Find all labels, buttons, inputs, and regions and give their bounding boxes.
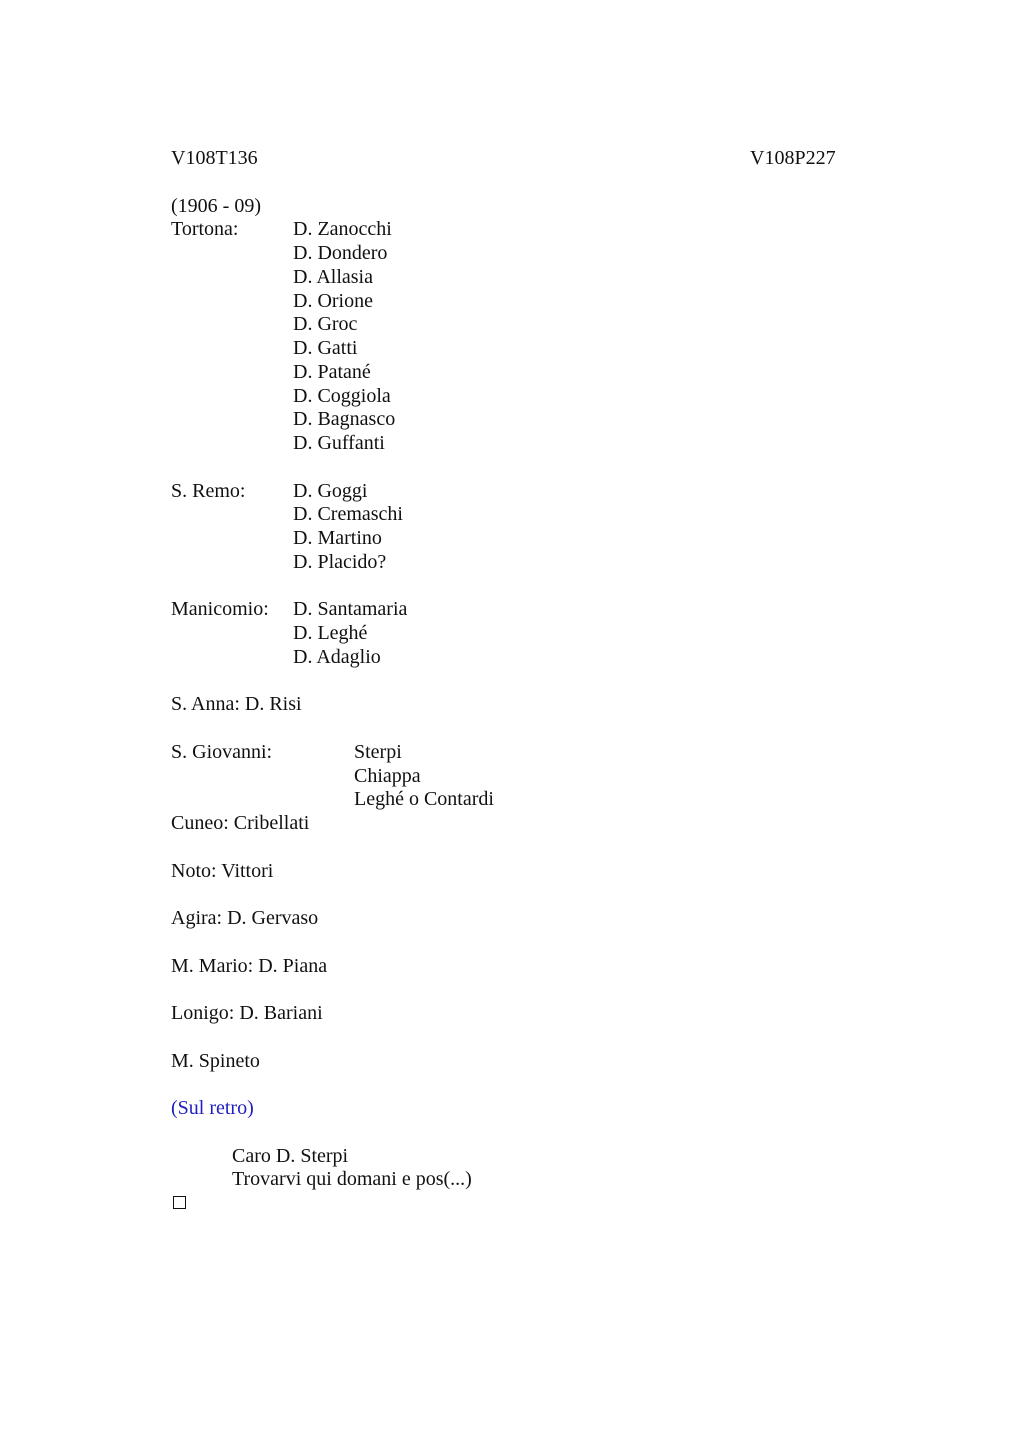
noto-entry: Noto: Vittori — [171, 860, 274, 882]
date-range: (1906 - 09) — [171, 195, 261, 217]
manicomio-label: Manicomio: — [171, 598, 269, 620]
retro-note: (Sul retro) — [171, 1097, 254, 1119]
m-mario-entry: M. Mario: D. Piana — [171, 955, 328, 977]
tortona-name: D. Patané — [293, 361, 371, 383]
tortona-label: Tortona: — [171, 218, 239, 240]
lonigo-entry: Lonigo: D. Bariani — [171, 1002, 323, 1024]
manicomio-name: D. Leghé — [293, 622, 368, 644]
tortona-name: D. Bagnasco — [293, 408, 396, 430]
s-giovanni-name: Leghé o Contardi — [354, 788, 494, 810]
cuneo-entry: Cuneo: Cribellati — [171, 812, 310, 834]
tortona-name: D. Zanocchi — [293, 218, 392, 240]
manicomio-name: D. Santamaria — [293, 598, 408, 620]
tortona-name: D. Guffanti — [293, 432, 385, 454]
s-giovanni-name: Sterpi — [354, 741, 402, 763]
manicomio-name: D. Adaglio — [293, 646, 381, 668]
tortona-name: D. Gatti — [293, 337, 358, 359]
s-giovanni-name: Chiappa — [354, 765, 421, 787]
s-anna-entry: S. Anna: D. Risi — [171, 693, 302, 715]
s-remo-name: D. Martino — [293, 527, 382, 549]
s-remo-name: D. Goggi — [293, 480, 368, 502]
s-giovanni-label: S. Giovanni: — [171, 741, 273, 763]
document-code-right: V108P227 — [750, 147, 836, 169]
tortona-name: D. Allasia — [293, 266, 373, 288]
tortona-name: D. Orione — [293, 290, 373, 312]
document-code-left: V108T136 — [171, 147, 258, 169]
tortona-name: D. Coggiola — [293, 385, 391, 407]
m-spineto-entry: M. Spineto — [171, 1050, 260, 1072]
tortona-name: D. Dondero — [293, 242, 388, 264]
letter-body: Trovarvi qui domani e pos(...) — [232, 1168, 472, 1190]
s-remo-name: D. Cremaschi — [293, 503, 403, 525]
tortona-name: D. Groc — [293, 313, 358, 335]
s-remo-name: D. Placido? — [293, 551, 387, 573]
letter-salutation: Caro D. Sterpi — [232, 1145, 349, 1167]
square-glyph-icon — [173, 1196, 186, 1209]
agira-entry: Agira: D. Gervaso — [171, 907, 319, 929]
s-remo-label: S. Remo: — [171, 480, 246, 502]
